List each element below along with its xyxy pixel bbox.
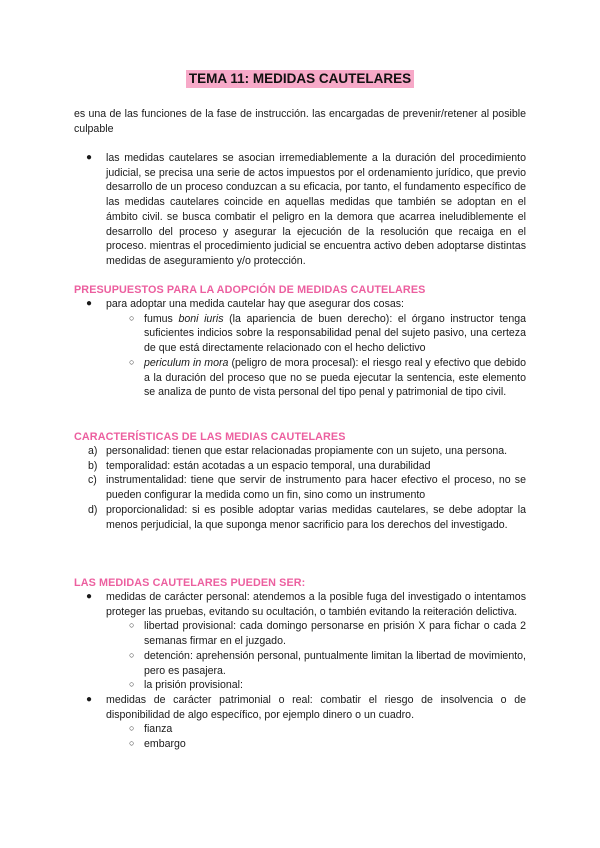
sub-item-text: (la apariencia de buen derecho): el órgano instructor tenga suficientes indicios sobre la responsabilidad penal del sujeto pasivo, una certeza de que está directamente relacionado con el hecho delictivo bbox=[144, 312, 526, 355]
list-item bbox=[74, 473, 526, 502]
sub-list-item bbox=[74, 722, 526, 737]
list-item bbox=[74, 459, 526, 474]
sub-item-text: detención: aprehensión personal, puntualmente limitan la libertad de movimiento, pero es pasajera. bbox=[144, 649, 526, 677]
intro-paragraph: es una de las funciones de la fase de instrucción. las encargadas de prevenir/retener al posible culpable bbox=[74, 108, 526, 135]
list-item bbox=[74, 693, 526, 722]
sub-bullet-marker: ○ bbox=[129, 356, 135, 367]
sub-bullet-marker: ○ bbox=[129, 679, 135, 690]
heading-caracteristicas: CARACTERÍSTICAS DE LAS MEDIAS CAUTELARES bbox=[74, 431, 346, 443]
sub-list-item bbox=[74, 312, 526, 356]
bullet-marker: ● bbox=[86, 591, 93, 602]
list-item-text: instrumentalidad: tiene que servir de instrumento para hacer efectivo el proceso, no se pueden configurar la medida como un fin, sino como un instrumento bbox=[106, 474, 526, 502]
sub-list-item bbox=[74, 649, 526, 678]
sub-list-item bbox=[74, 678, 526, 693]
sub-bullet-marker: ○ bbox=[129, 738, 135, 749]
bullet-marker: ● bbox=[86, 693, 93, 705]
sub-item-text: la prisión provisional: bbox=[144, 679, 243, 692]
sub-list-item bbox=[74, 619, 526, 648]
list-item-text: proporcionalidad: si es posible adoptar varias medidas cautelares, se debe adoptar la menos perjudicial, la que suponga menor sacrificio para los derechos del investigado. bbox=[106, 503, 526, 531]
list-marker: d) bbox=[88, 503, 98, 516]
bullet-marker: ● bbox=[86, 152, 93, 163]
sub-list-item bbox=[74, 737, 526, 752]
sub-item-text: embargo bbox=[144, 738, 186, 751]
list-item bbox=[74, 151, 526, 269]
sub-item-text: fianza bbox=[144, 723, 173, 736]
list-item-text: para adoptar una medida cautelar hay que asegurar dos cosas: bbox=[106, 298, 404, 310]
sub-bullet-marker: ○ bbox=[129, 649, 135, 660]
bullet-marker: ● bbox=[86, 298, 93, 309]
opening-list bbox=[74, 151, 526, 269]
presupuestos-list bbox=[74, 297, 526, 400]
heading-tipos: LAS MEDIDAS CAUTELARES PUEDEN SER: bbox=[74, 577, 306, 589]
list-marker: a) bbox=[88, 445, 98, 457]
sub-bullet-marker: ○ bbox=[129, 312, 135, 323]
latin-term: periculum in mora bbox=[144, 356, 229, 369]
sub-bullet-marker: ○ bbox=[129, 620, 135, 631]
sub-bullet-marker: ○ bbox=[129, 723, 135, 734]
list-item bbox=[74, 444, 526, 459]
latin-term: boni iuris bbox=[178, 312, 224, 325]
caracteristicas-list bbox=[74, 444, 526, 532]
list-item bbox=[74, 297, 526, 312]
title-wrapper bbox=[0, 70, 600, 88]
sub-item-text: (peligro de mora procesal): el riesgo real y efectivo que debido a la duración del proceso que no se pueda ejecutar la sentencia, este elemento se analiza de punto de vista personal del tipo penal y patrimonial de tipo civil. bbox=[144, 356, 526, 399]
list-item-text: las medidas cautelares se asocian irremediablemente a la duración del procedimiento judicial, se precisa una serie de actos impuestos por el ordenamiento jurídico, que previo desarrollo de un proceso conduzcan a su eficacia, por tanto, el fundamento específico de las medidas cautelares coincide en aquellas medidas que también se adoptan en el ámbito civil. se busca combatir el peligro en la demora que acarrea ineludiblemente el desarrollo del proceso y asegurar la ejecución de la resolución que recaiga en el proceso. mientras el procedimiento judicial se encuentra activo deben adoptarse distintas medidas de aseguramiento y/o protección. bbox=[106, 152, 526, 267]
sub-item-prefix: fumus bbox=[144, 312, 179, 325]
heading-presupuestos: PRESUPUESTOS PARA LA ADOPCIÓN DE MEDIDAS CAUTELARES bbox=[74, 284, 426, 296]
sub-item-text: libertad provisional: cada domingo personarse en prisión X para fichar o cada 2 semanas firmar en el juzgado. bbox=[144, 620, 526, 648]
list-item-text: medidas de carácter patrimonial o real: combatir el riesgo de insolvencia o de disponibilidad de algo específico, por ejemplo dinero o un cuadro. bbox=[106, 693, 526, 721]
list-marker: c) bbox=[88, 474, 97, 487]
list-item-text: personalidad: tienen que estar relacionadas propiamente con un sujeto, una persona. bbox=[106, 445, 508, 457]
list-item-text: medidas de carácter personal: atendemos a la posible fuga del investigado o intentamos proteger las pruebas, evitando su ocultación, o también evitando la reiteración delictiva. bbox=[106, 591, 526, 618]
list-marker: b) bbox=[88, 459, 98, 472]
page-title: TEMA 11: MEDIDAS CAUTELARES bbox=[186, 70, 414, 88]
list-item bbox=[74, 503, 526, 532]
tipos-list bbox=[74, 590, 526, 752]
sub-list-item bbox=[74, 356, 526, 400]
list-item-text: temporalidad: están acotadas a un espacio temporal, una durabilidad bbox=[106, 459, 431, 472]
list-item bbox=[74, 590, 526, 619]
